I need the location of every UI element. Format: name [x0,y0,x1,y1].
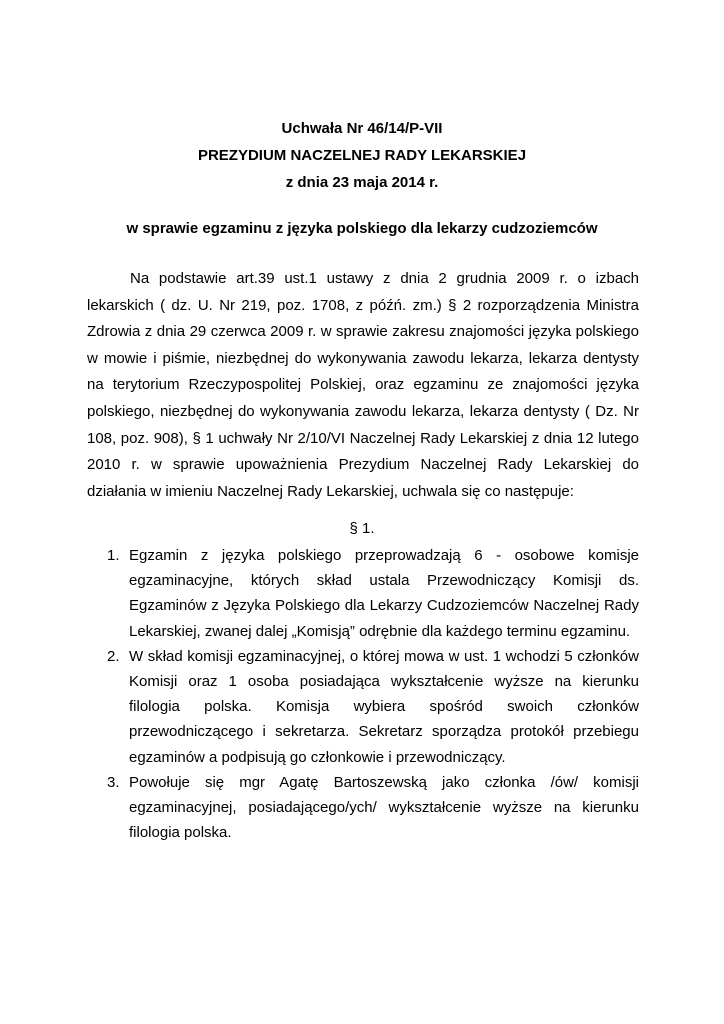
points-list [107,543,639,845]
section-heading: § 1. [349,520,375,537]
issuing-body: PREZYDIUM NACZELNEJ RADY LEKARSKIEJ [197,147,527,164]
point-number: 2. [107,647,120,665]
point-number: 3. [107,773,120,791]
point-number: 1. [107,547,120,564]
resolution-subject: w sprawie egzaminu z języka polskiego dla lekarzy cudzoziemców [126,220,598,237]
point-text: Egzamin z języka polskiego przeprowadzają 6 - osobowe komisje egzaminacyjne, których skład ustala Przewodniczący Komisji ds. Egzaminów z Języka Polskiego dla Lekarzy Cudzoziemców Naczelnej Rady Lekarskiej, zwanej dalej „Komisją” odrębnie dla każdego terminu egzaminu. [129,547,639,640]
preamble-paragraph: Na podstawie art.39 ust.1 ustawy z dnia 2 grudnia 2009 r. o izbach lekarskich ( dz. U. Nr 219, poz. 1708, z późń. zm.) § 2 rozporządzenia Ministra Zdrowia z dnia 29 czerwca 2009 r. w sprawie zakresu znajomości języka polskiego w mowie i piśmie, niezbędnej do wykonywania zawodu lekarza, lekarza dentysty na terytorium Rzeczypospolitej Polskiej, oraz egzaminu ze znajomości języka polskiego, niezbędnej do wykonywania zawodu lekarza, lekarza dentysty ( Dz. Nr 108, poz. 908), § 1 uchwały Nr 2/10/VI Naczelnej Rady Lekarskiej z dnia 12 lutego 2010 r. w sprawie upoważnienia Prezydium Naczelnej Rady Lekarskiej do działania w imieniu Naczelnej Rady Lekarskiej, uchwala się co następuje: [87,270,639,500]
point-text: Powołuje się mgr Agatę Bartoszewską jako członka /ów/ komisji egzaminacyjnej, posiadającego/ych/ wykształcenie wyższe na kierunku filologia polska. [129,773,639,842]
list-item [107,770,639,846]
resolution-header [0,115,724,196]
list-item [107,644,639,770]
resolution-date: z dnia 23 maja 2014 r. [285,174,439,191]
resolution-number: Uchwała Nr 46/14/P-VII [281,120,443,137]
list-item [107,543,639,644]
point-text: W skład komisji egzaminacyjnej, o której mowa w ust. 1 wchodzi 5 członków Komisji oraz 1 osoba posiadająca wykształcenie wyższe na kierunku filologia polska. Komisja wybiera spośród swoich członków przewodniczącego i sekretarza. Sekretarz sporządza protokół przebiegu egzaminów a podpisują go członkowie i przewodniczący. [129,647,639,766]
